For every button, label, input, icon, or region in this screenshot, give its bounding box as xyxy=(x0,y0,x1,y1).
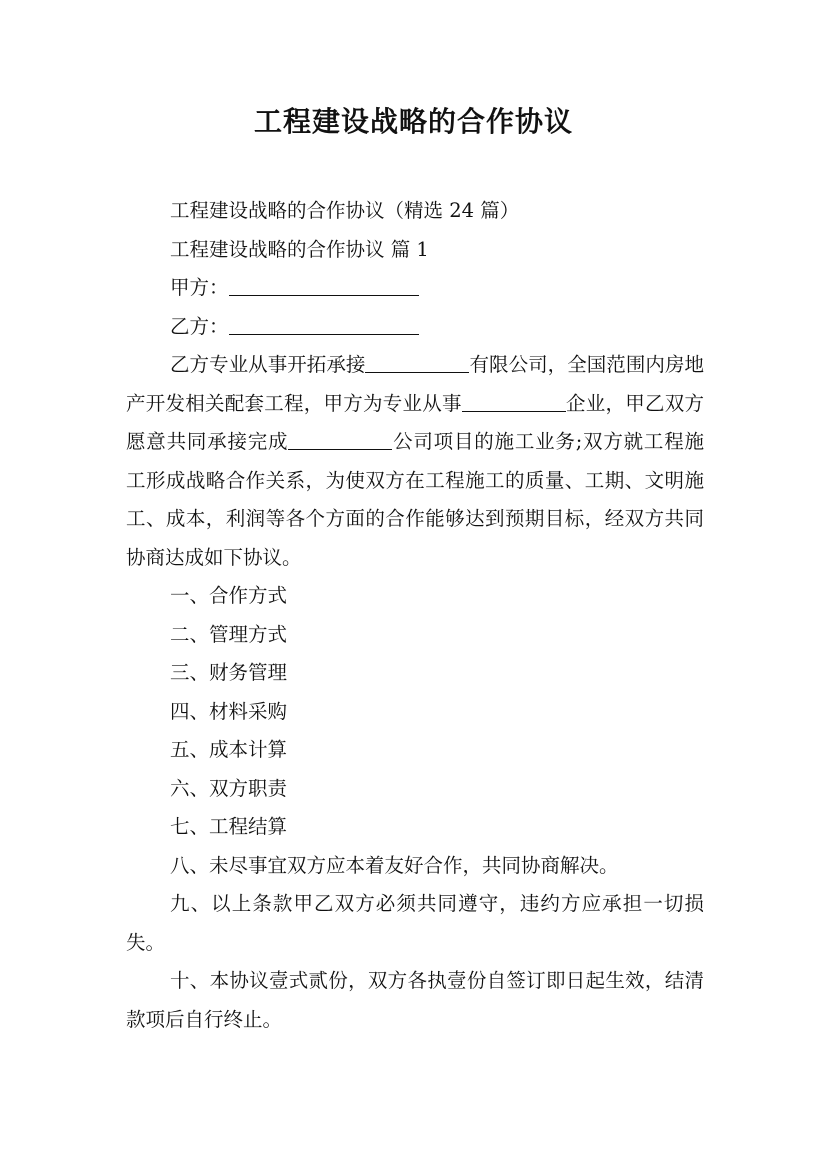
party-b-line xyxy=(126,308,704,347)
intro-part-4: 公司项目的施工业务;双方就工程施工形成战略合作关系，为使双方在工程施工的质量、工期、文明施工、成本，利润等各个方面的合作能够达到预期目标，经双方共同协商达成如下协议。 xyxy=(126,430,704,569)
clause-item: 九、以上条款甲乙双方必须共同遵守，违约方应承担一切损失。 xyxy=(126,892,704,954)
party-b-label: 乙方： xyxy=(170,314,229,338)
party-a-label: 甲方： xyxy=(170,276,229,299)
document-title: 工程建设战略的合作协议 xyxy=(253,105,573,138)
section-heading: 工程建设战略的合作协议 篇 1 xyxy=(170,237,429,261)
intro-part-3: 企业，甲乙双方愿意共同承接完成 xyxy=(126,391,704,453)
intro-part-2: 有限公司，全国范围内房地产开发相关配套工程，甲方为专业从事 xyxy=(126,353,704,415)
clause-item: 六、双方职责 xyxy=(170,776,288,800)
clause-item: 五、成本计算 xyxy=(170,738,288,761)
clause-item: 七、工程结算 xyxy=(170,815,288,838)
intro-part-1: 乙方专业从事开拓承接 xyxy=(170,353,366,376)
clause-item: 三、财务管理 xyxy=(170,661,288,684)
intro-blank-2 xyxy=(462,391,566,412)
party-a-line xyxy=(126,269,704,308)
clause-item: 八、未尽事宜双方应本着友好合作，共同协商解决。 xyxy=(170,853,619,877)
clause-item: 一、合作方式 xyxy=(170,584,288,607)
document-body xyxy=(126,192,704,1039)
intro-blank-1 xyxy=(365,352,469,373)
intro-paragraph xyxy=(126,346,704,577)
document-subtitle: 工程建设战略的合作协议（精选 24 篇） xyxy=(170,199,520,222)
intro-blank-3 xyxy=(288,429,392,450)
party-b-blank xyxy=(229,314,419,335)
clause-item: 十、本协议壹式贰份，双方各执壹份自签订即日起生效，结清款项后自行终止。 xyxy=(126,969,704,1031)
clause-item: 二、管理方式 xyxy=(170,622,288,646)
party-a-blank xyxy=(229,275,419,296)
clause-item: 四、材料采购 xyxy=(170,699,288,723)
